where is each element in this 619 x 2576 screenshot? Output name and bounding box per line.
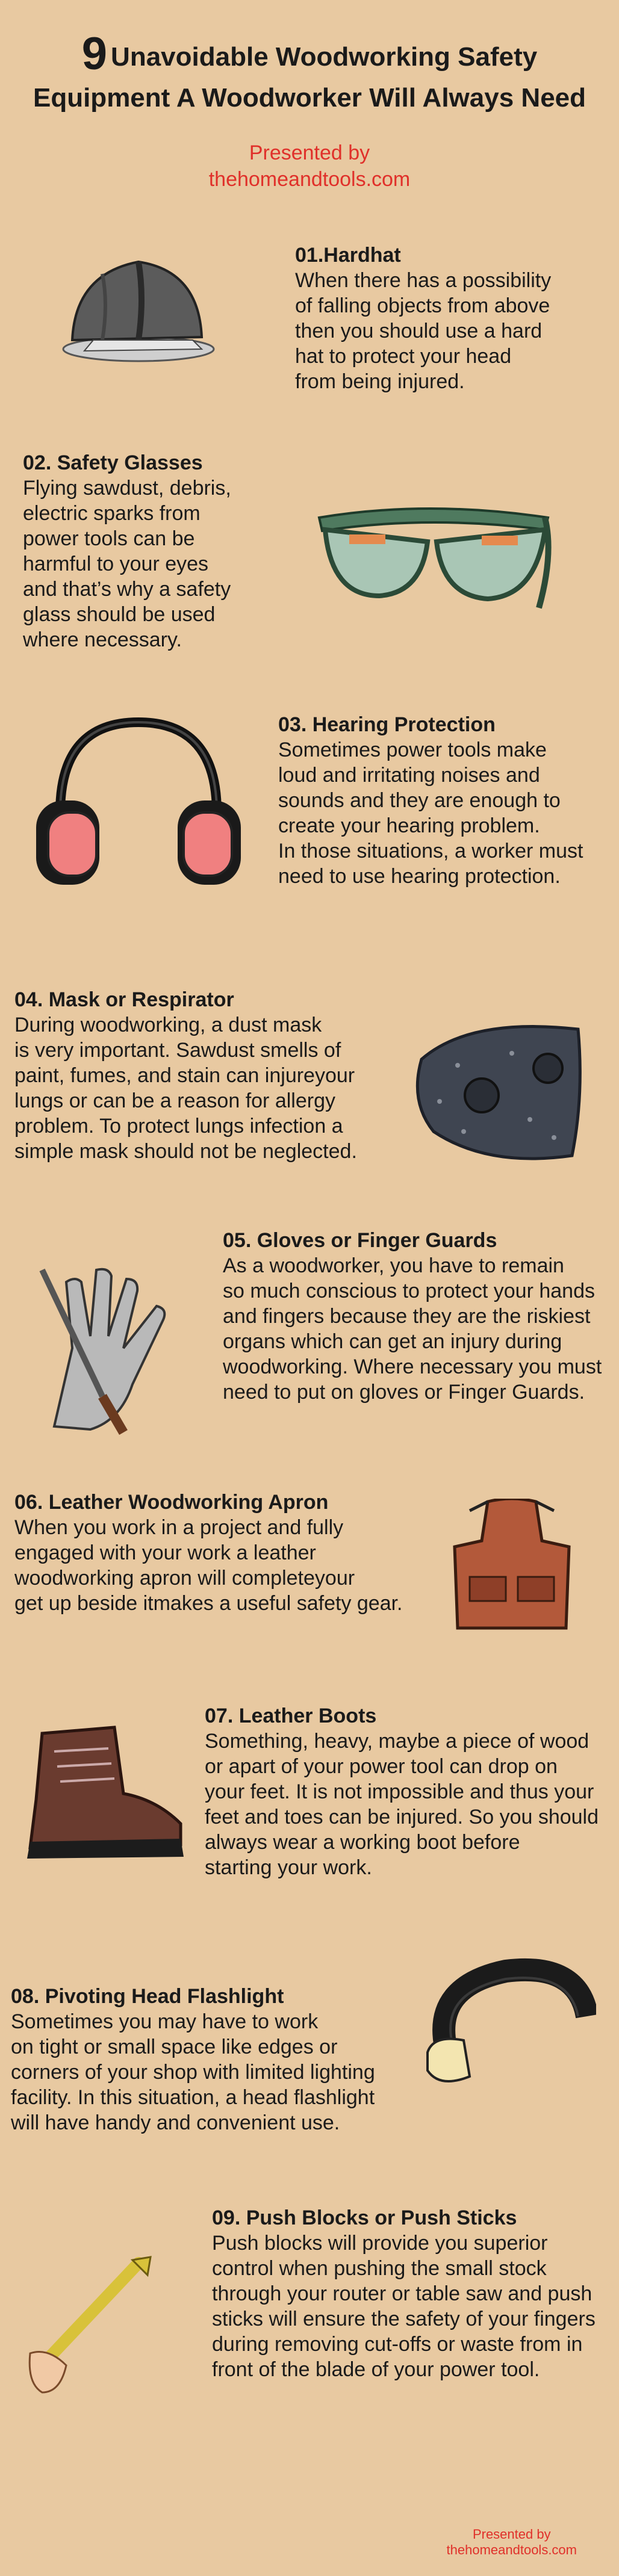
item-title: 02. Safety Glasses	[23, 451, 203, 474]
item-flashlight	[11, 1984, 375, 2135]
item-safety-glasses	[23, 450, 231, 652]
item-hearing-protection	[278, 712, 583, 889]
item-text: Push blocks will provide you superior control when pushing the small stock through your router or table saw and push sticks will ensure the safety of your fingers during removing cut-offs or waste from in front of the blade of your power tool.	[212, 2232, 596, 2381]
item-title: 07. Leather Boots	[205, 1704, 377, 1727]
item-text: Something, heavy, maybe a piece of wood or apart of your power tool can drop on your feet. It is not impossible and thus your feet and toes can be injured. So you should always wear a working boot before starting your work.	[205, 1730, 599, 1879]
push-stick-icon	[24, 2251, 163, 2395]
item-mask	[14, 987, 357, 1164]
item-text: Flying sawdust, debris, electric sparks from power tools can be harmful to your eyes and that’s why a safety glass should be used where necessary.	[23, 477, 231, 651]
item-text: Sometimes power tools make loud and irritating noises and sounds and they are enough to create your hearing problem. In those situations, a worker must need to use hearing protection.	[278, 738, 583, 888]
item-apron	[14, 1490, 403, 1616]
title-line-1: Unavoidable Woodworking Safety	[111, 42, 538, 72]
item-text: As a woodworker, you have to remain so much conscious to protect your hands and fingers because they are the riskiest organs which can get an injury during woodworking. Where necessary you must need to put on gloves or Finger Guards.	[223, 1254, 602, 1404]
title-line-2: Equipment A Woodworker Will Always Need	[33, 83, 586, 113]
apron-icon	[446, 1499, 578, 1637]
title-number: 9	[81, 28, 108, 79]
item-text: During woodworking, a dust mask is very important. Sawdust smells of paint, fumes, and stain can injureyour lungs or can be a reason for allergy problem. To protect lungs infection a simple mask should not be neglected.	[14, 1014, 357, 1163]
site-link[interactable]: thehomeandtools.com	[208, 168, 411, 191]
footer-site-link[interactable]: thehomeandtools.com	[446, 2542, 577, 2557]
headlamp-icon	[415, 1950, 596, 2101]
footer-credit	[447, 2527, 577, 2558]
item-text: When there has a possibility of falling objects from above then you should use a hard hat to protect your head from being injured.	[295, 269, 552, 393]
item-title: 09. Push Blocks or Push Sticks	[212, 2206, 517, 2229]
respirator-mask-icon	[397, 1011, 590, 1174]
earmuffs-icon	[24, 710, 253, 891]
item-title: 08. Pivoting Head Flashlight	[11, 1985, 284, 2008]
glove-icon	[18, 1258, 199, 1438]
item-boots	[205, 1703, 599, 1880]
item-push-sticks	[212, 2205, 596, 2382]
item-title: 05. Gloves or Finger Guards	[223, 1229, 497, 1252]
item-title: 06. Leather Woodworking Apron	[14, 1491, 329, 1514]
page-title	[0, 28, 619, 118]
item-title: 03. Hearing Protection	[278, 713, 496, 736]
item-hardhat	[295, 243, 551, 394]
item-title: 04. Mask or Respirator	[14, 988, 234, 1011]
presented-by	[0, 140, 619, 193]
item-title: 01.Hardhat	[295, 244, 401, 267]
item-text: When you work in a project and fully engaged with your work a leather woodworking apron will completeyour get up beside itmakes a useful safety gear.	[14, 1516, 403, 1615]
item-gloves	[223, 1228, 602, 1405]
presented-by-label: Presented by	[249, 141, 370, 164]
footer-presented-by: Presented by	[472, 2527, 551, 2542]
hardhat-icon	[48, 238, 229, 370]
item-text: Sometimes you may have to work on tight or small space like edges or corners of your shop with limited lighting facility. In this situation, a head flashlight will have handy and convenient use.	[11, 2010, 375, 2134]
safety-glasses-icon	[307, 481, 560, 626]
boot-icon	[18, 1721, 193, 1866]
